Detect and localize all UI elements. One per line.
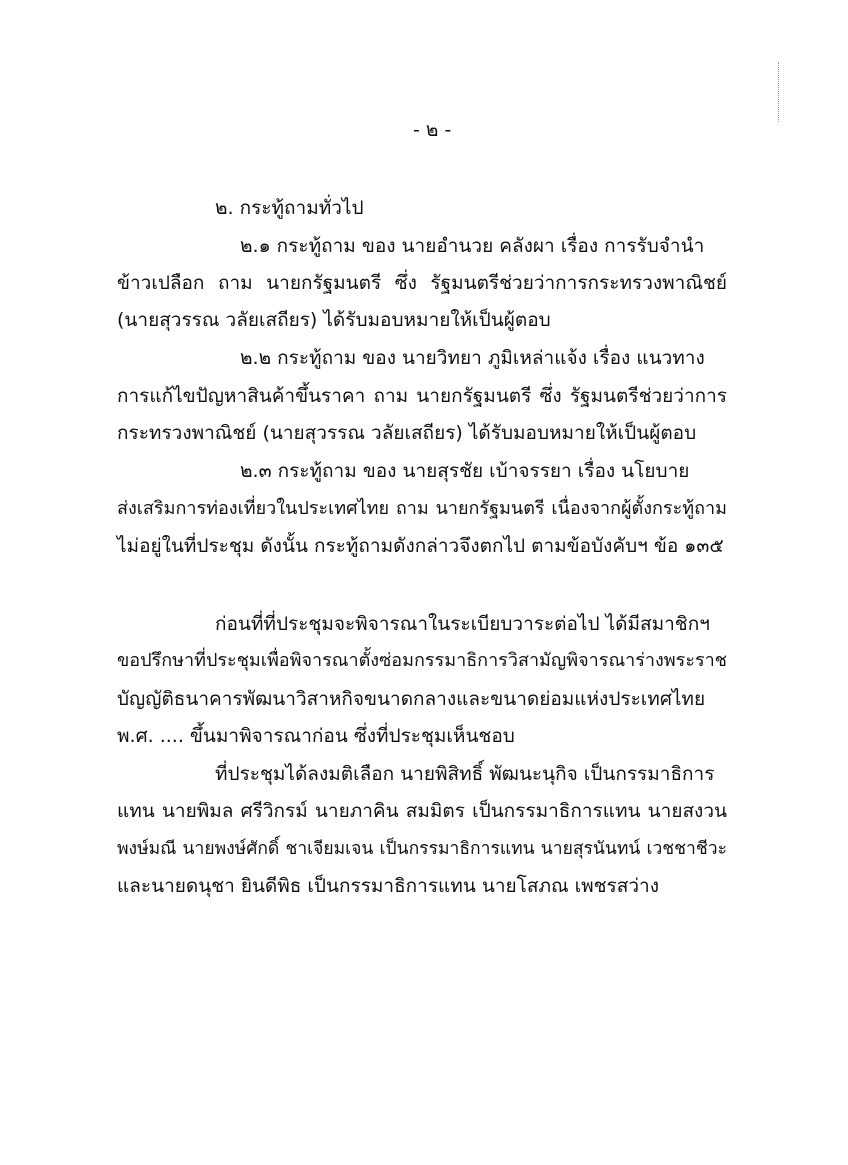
item-2-1-line-3: (นายสุวรรณ วลัยเสถียร) ได้รับมอบหมายให้เป็นผู้ตอบ: [117, 309, 551, 331]
paragraph-1-line-3: บัญญัติธนาคารพัฒนาวิสาหกิจขนาดกลางและขนาดย่อมแห่งประเทศไทย: [117, 688, 706, 710]
item-2-3-line-2: ส่งเสริมการท่องเที่ยวในประเทศไทย ถาม นายกรัฐมนตรี เนื่องจากผู้ตั้งกระทู้ถาม: [117, 498, 727, 519]
item-2-2-line-3: กระทรวงพาณิชย์ (นายสุวรรณ วลัยเสถียร) ได้รับมอบหมายให้เป็นผู้ตอบ: [117, 422, 697, 444]
margin-mark: [778, 62, 779, 122]
paragraph-1-line-4: พ.ศ. .... ขึ้นมาพิจารณาก่อน ซึ่งที่ประชุมเห็นชอบ: [117, 725, 515, 747]
item-2-1-line-1: ๒.๑ กระทู้ถาม ของ นายอำนวย คลังผา เรื่อง การรับจำนำ: [240, 235, 705, 257]
item-2-2-line-1: ๒.๒ กระทู้ถาม ของ นายวิทยา ภูมิเหล่าแจ้ง เรื่อง แนวทาง: [240, 347, 705, 369]
page-number: - ๒ -: [413, 119, 452, 141]
paragraph-2-line-1: ที่ประชุมได้ลงมติเลือก นายพิสิทธิ์ พัฒนะนุกิจ เป็นกรรมาธิการ: [215, 763, 715, 785]
item-2-2-line-2: การแก้ไขปัญหาสินค้าขึ้นราคา ถาม นายกรัฐมนตรี ซึ่ง รัฐมนตรีช่วยว่าการ: [117, 385, 727, 407]
item-2-3-line-1: ๒.๓ กระทู้ถาม ของ นายสุรชัย เบ้าจรรยา เรื่อง นโยบาย: [240, 460, 690, 482]
paragraph-2-line-2: แทน นายพิมล ศรีวิกรม์ นายภาคิน สมมิตร เป็นกรรมาธิการแทน นายสงวน: [117, 800, 727, 822]
item-2-1-line-2: ข้าวเปลือก ถาม นายกรัฐมนตรี ซึ่ง รัฐมนตรีช่วยว่าการกระทรวงพาณิชย์: [117, 272, 727, 294]
paragraph-2-line-3: พงษ์มณี นายพงษ์ศักดิ์ ชาเจียมเจน เป็นกรรมาธิการแทน นายสุรนันทน์ เวชชาชีวะ: [117, 839, 727, 859]
paragraph-2-line-4: และนายดนุชา ยินดีพิธ เป็นกรรมาธิการแทน นายโสภณ เพชรสว่าง: [117, 875, 659, 897]
paragraph-1-line-1: ก่อนที่ที่ประชุมจะพิจารณาในระเบียบวาระต่อไป ได้มีสมาชิกฯ: [215, 613, 710, 635]
paragraph-1-line-2: ขอปรึกษาที่ประชุมเพื่อพิจารณาตั้งซ่อมกรรมาธิการวิสามัญพิจารณาร่างพระราช: [117, 650, 728, 671]
item-2-3-line-3: ไม่อยู่ในที่ประชุม ดังนั้น กระทู้ถามดังกล่าวจึงตกไป ตามข้อบังคับฯ ข้อ ๑๓๕: [117, 535, 724, 557]
section-heading: ๒. กระทู้ถามทั่วไป: [215, 197, 364, 219]
